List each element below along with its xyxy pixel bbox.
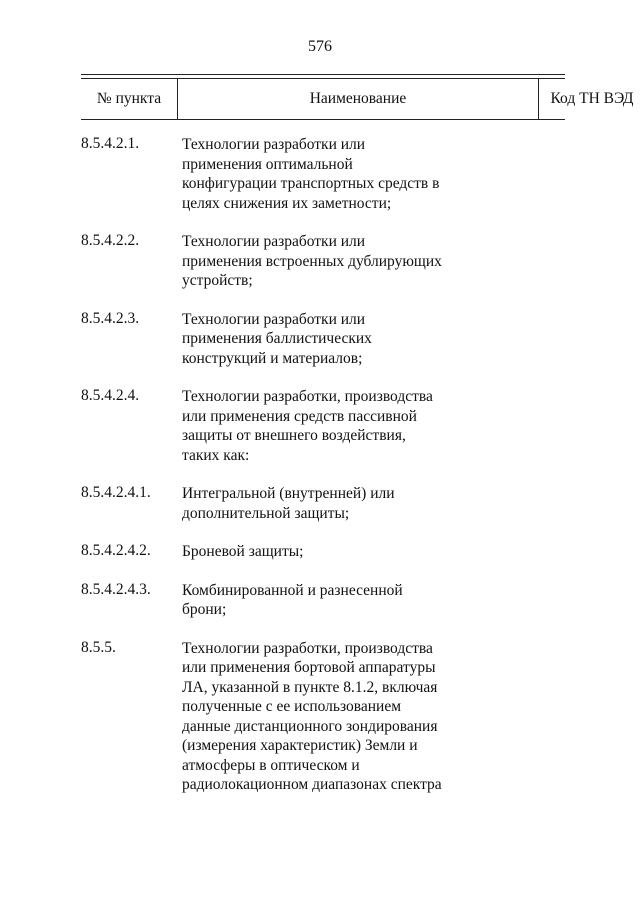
item-name: Технологии разработки, производства или применения средств пассивной защиты от внешнего воздействия, таких как: (182, 388, 433, 464)
item-name: Технологии разработки или применения встроенных дублирующих устройств; (182, 233, 442, 289)
item-name: Технологии разработки, производства или применения бортовой аппаратуры ЛА, указанной в пункте 8.1.2, включая полученные с ее использованием данные дистанционного зондирования (измерения характеристик) Земли и атмосферы в оптическом и радиолокационном диапазонах спектра (182, 639, 442, 793)
item-name: Интегральной (внутренней) или дополнительной защиты; (182, 485, 395, 522)
item-name: Технологии разработки или применения баллистических конструкций и материалов; (182, 310, 372, 367)
header-item-number: № пункта (81, 79, 178, 119)
item-number: 8.5.4.2.4.2. (81, 542, 151, 559)
header-name: Наименование (178, 79, 539, 119)
table-row (0, 581, 640, 620)
header-code: Код ТН ВЭД (550, 90, 634, 107)
item-number: 8.5.4.2.3. (81, 309, 140, 327)
item-number: 8.5.4.2.4.1. (81, 484, 151, 501)
item-name: Технологии разработки или применения оптимальной конфигурации транспортных средств в целях снижения их заметности; (182, 136, 440, 212)
table-body (0, 135, 640, 814)
item-name: Броневой защиты; (182, 543, 304, 560)
item-number: 8.5.4.2.4.3. (81, 580, 151, 598)
table-row (0, 135, 640, 213)
table-row (0, 310, 640, 369)
table-row (0, 232, 640, 291)
table-row (0, 484, 640, 523)
table-row (0, 387, 640, 465)
table-row (0, 542, 640, 562)
item-name: Комбинированной и разнесенной брони; (182, 581, 403, 618)
item-number: 8.5.4.2.1. (81, 135, 140, 152)
item-number: 8.5.4.2.2. (81, 232, 140, 249)
table-header (81, 74, 634, 120)
table-row (0, 639, 640, 795)
item-number: 8.5.4.2.4. (81, 387, 140, 404)
item-number: 8.5.5. (81, 638, 116, 656)
page-number: 576 (308, 38, 332, 55)
